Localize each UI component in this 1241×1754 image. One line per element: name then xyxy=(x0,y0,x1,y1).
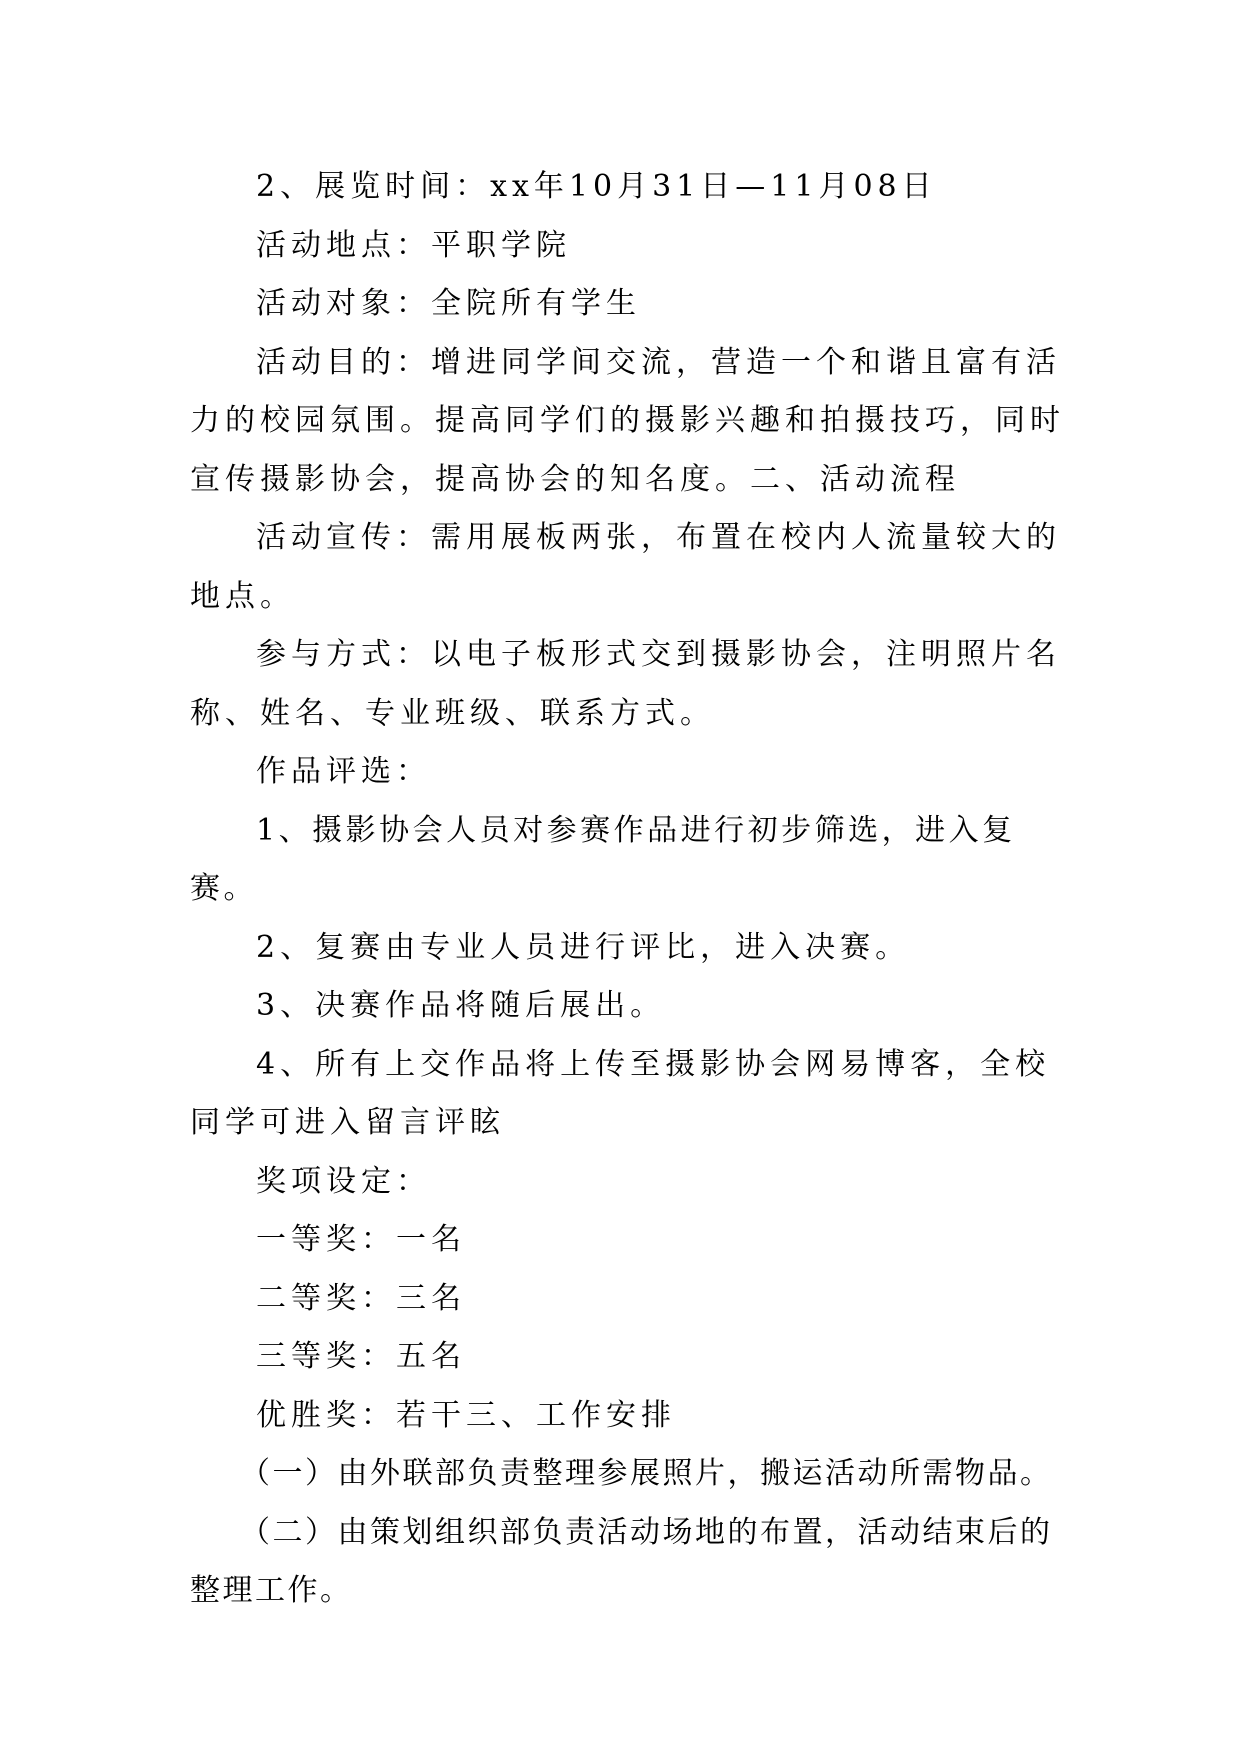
paragraph-award-third: 三等奖：五名 xyxy=(256,1339,466,1374)
paragraph-publicity: 活动宣传：需用展板两张，布置在校内人流量较大的地点。 xyxy=(190,520,1061,614)
paragraph-judging-step-4: 4、所有上交作品将上传至摄影协会网易博客，全校同学可进入留言评眩 xyxy=(190,1046,1051,1140)
paragraph-judging-step-2: 2、复赛由专业人员进行评比，进入决赛。 xyxy=(256,929,911,965)
paragraph-award-second: 二等奖：三名 xyxy=(256,1280,466,1316)
paragraph-participation: 参与方式：以电子板形式交到摄影协会，注明照片名称、姓名、专业班级、联系方式。 xyxy=(190,637,1061,731)
paragraph-work-arrangement-1: （一）由外联部负责整理参展照片，搬运活动所需物品。 xyxy=(240,1456,1053,1491)
paragraph-award-merit: 优胜奖：若干三、工作安排 xyxy=(256,1397,676,1433)
paragraph-location: 活动地点：平职学院 xyxy=(256,227,571,263)
paragraph-judging-heading: 作品评选： xyxy=(256,754,431,789)
paragraph-judging-step-1: 1、摄影协会人员对参赛作品进行初步筛选，进入复赛。 xyxy=(190,812,1016,906)
paragraph-audience: 活动对象：全院所有学生 xyxy=(256,286,641,321)
paragraph-exhibition-time: 2、展览时间：xx年10月31日—11月08日 xyxy=(256,169,937,204)
paragraph-awards-heading: 奖项设定： xyxy=(256,1163,431,1199)
paragraph-work-arrangement-2: （二）由策划组织部负责活动场地的布置，活动结束后的整理工作。 xyxy=(190,1514,1053,1608)
paragraph-award-first: 一等奖：一名 xyxy=(256,1222,466,1257)
document-body xyxy=(190,158,1070,1621)
paragraph-purpose: 活动目的：增进同学间交流，营造一个和谐且富有活力的校园氛围。提高同学们的摄影兴趣和拍摄技巧，同时宣传摄影协会，提高协会的知名度。二、活动流程 xyxy=(190,344,1065,497)
paragraph-judging-step-3: 3、决赛作品将随后展出。 xyxy=(256,988,666,1023)
